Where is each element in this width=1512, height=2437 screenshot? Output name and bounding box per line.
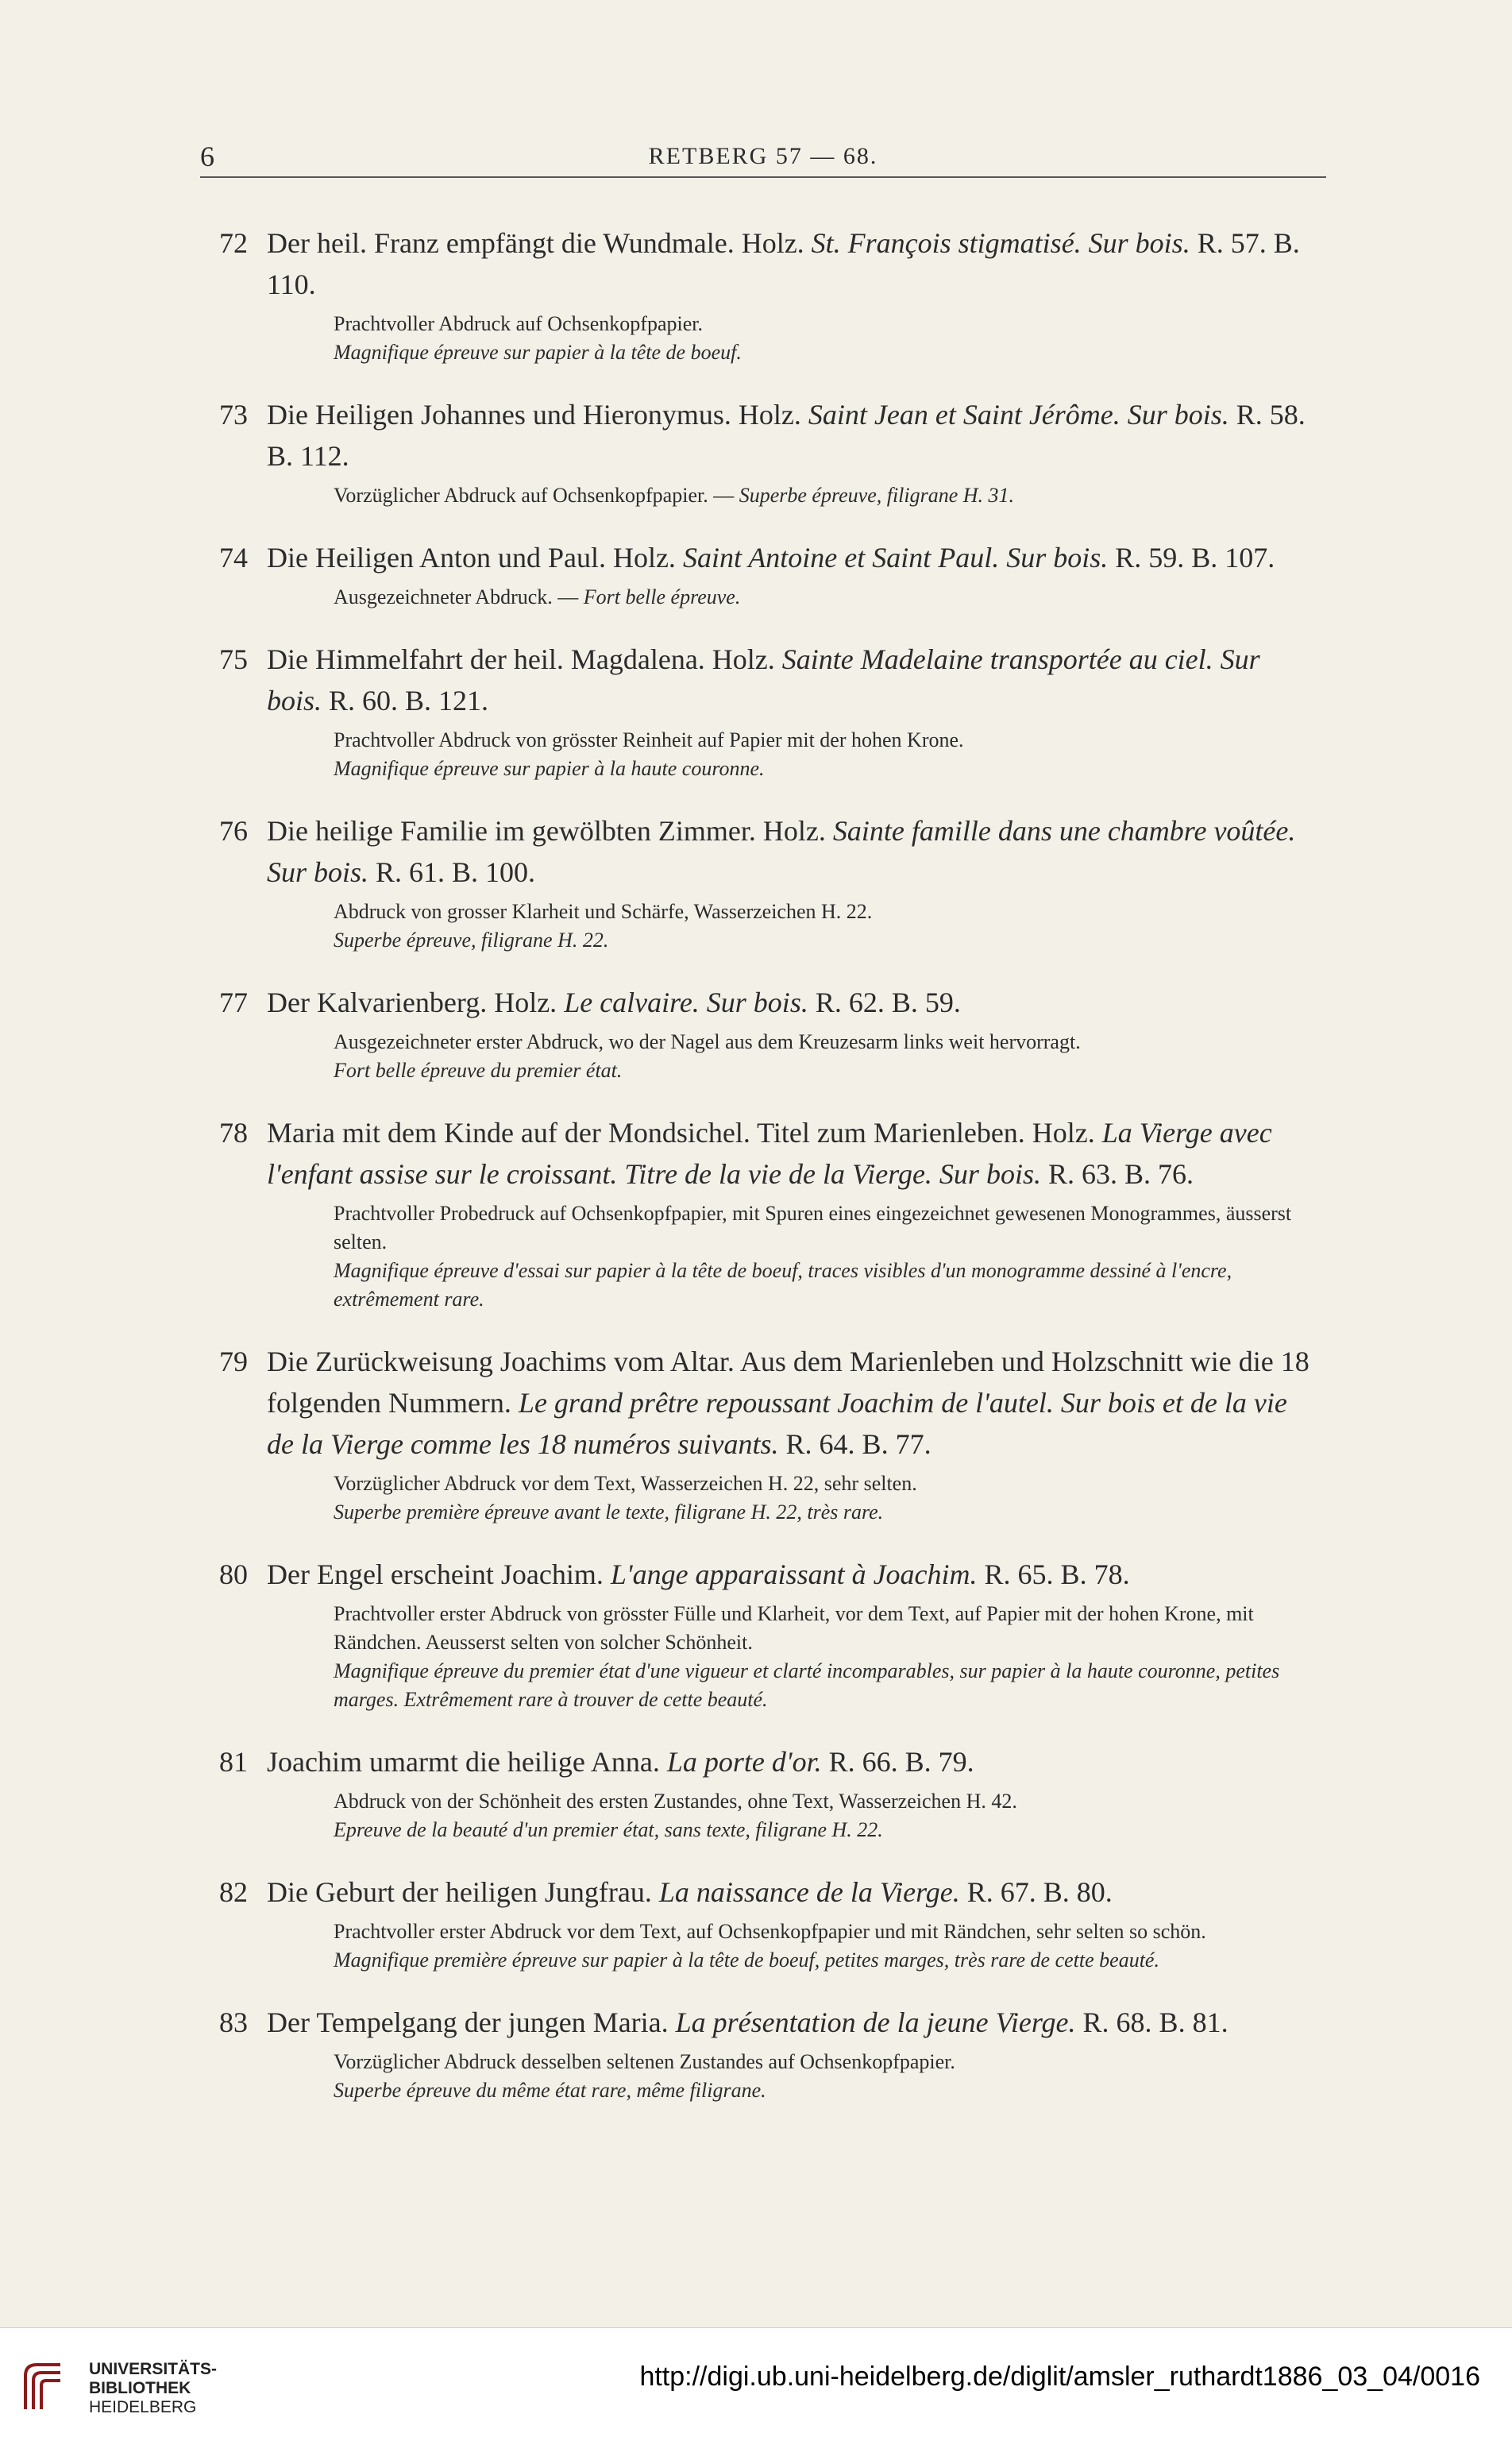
title-german: Der Kalvarienberg. Holz. xyxy=(267,987,557,1018)
entry-number: 74 xyxy=(219,542,248,574)
catalog-entry xyxy=(0,1871,1512,1975)
title-french: La Vierge avec l'enfant assise sur le croissant. Titre de la vie de la Vierge. Sur bois. xyxy=(267,1117,1272,1190)
reference: R. 58. B. 112. xyxy=(267,399,1306,472)
entry-number: 83 xyxy=(219,2006,248,2038)
title-german: Die Heiligen Johannes und Hieronymus. Holz. xyxy=(267,399,801,431)
title-french: Sainte famille dans une chambre voûtée. Sur bois. xyxy=(267,815,1296,888)
reference: R. 67. B. 80. xyxy=(966,1876,1113,1908)
title-german: Maria mit dem Kinde auf der Mondsichel. Titel zum Marienleben. Holz. xyxy=(267,1117,1095,1149)
digitization-footer xyxy=(0,2327,1512,2437)
title-french: Saint Antoine et Saint Paul. Sur bois. xyxy=(682,542,1109,574)
entry-title xyxy=(267,982,1320,1023)
catalog-entry xyxy=(0,2002,1512,2105)
entry-title xyxy=(267,2002,1320,2043)
catalog-entry xyxy=(0,982,1512,1085)
description-german: Vorzüglicher Abdruck vor dem Text, Wasserzeichen H. 22, sehr selten. xyxy=(334,1472,917,1495)
title-german: Der heil. Franz empfängt die Wundmale. Holz. xyxy=(267,227,804,259)
entry-number: 81 xyxy=(219,1746,248,1778)
description-french: Magnifique épreuve sur papier à la haute couronne. xyxy=(334,757,765,780)
description-german xyxy=(334,481,1320,510)
title-german: Die Himmelfahrt der heil. Magdalena. Holz. xyxy=(267,643,775,675)
description-german: Prachtvoller Probedruck auf Ochsenkopfpapier, mit Spuren eines eingezeichnet gewesenen Monogrammes, äusserst selten. xyxy=(334,1202,1292,1253)
reference: R. 64. B. 77. xyxy=(785,1428,932,1460)
catalog-entry xyxy=(0,1554,1512,1714)
description-german: Prachtvoller erster Abdruck von grösster Fülle und Klarheit, vor dem Text, auf Papier mit der hohen Krone, mit Rändchen. Aeusserst selten von solcher Schönheit. xyxy=(334,1602,1254,1654)
page-header xyxy=(200,137,1326,178)
description-german-text: Ausgezeichneter Abdruck. — xyxy=(334,585,579,608)
description-french: Superbe première épreuve avant le texte, filigrane H. 22, très rare. xyxy=(334,1500,884,1524)
entry-title xyxy=(267,639,1320,721)
description-french: Fort belle épreuve du premier état. xyxy=(334,1059,623,1082)
title-german: Der Engel erscheint Joachim. xyxy=(267,1558,604,1590)
entry-number: 79 xyxy=(219,1346,248,1377)
description-french-inline: Fort belle épreuve. xyxy=(583,585,741,608)
description-french: Superbe épreuve du même état rare, même filigrane. xyxy=(334,2079,766,2102)
description-french-inline: Superbe épreuve, filigrane H. 31. xyxy=(739,484,1015,507)
description-german xyxy=(334,583,1320,612)
reference: R. 66. B. 79. xyxy=(828,1746,974,1778)
entry-title xyxy=(267,1341,1320,1465)
title-french: La présentation de la jeune Vierge. xyxy=(675,2006,1076,2038)
entry-title xyxy=(267,394,1320,477)
catalog-entry xyxy=(0,810,1512,955)
reference: R. 62. B. 59. xyxy=(815,987,961,1018)
entry-title xyxy=(267,1871,1320,1913)
title-french: Saint Jean et Saint Jérôme. Sur bois. xyxy=(808,399,1229,431)
description-french: Magnifique épreuve sur papier à la tête de boeuf. xyxy=(334,341,742,364)
description-french: Magnifique épreuve d'essai sur papier à la tête de boeuf, traces visibles d'un monogramme dessiné à l'encre, extrêmement rare. xyxy=(334,1259,1232,1311)
description-german: Vorzüglicher Abdruck desselben seltenen Zustandes auf Ochsenkopfpapier. xyxy=(334,2050,955,2073)
entry-number: 72 xyxy=(219,227,248,259)
description-german: Abdruck von der Schönheit des ersten Zustandes, ohne Text, Wasserzeichen H. 42. xyxy=(334,1790,1017,1813)
library-name-line3: HEIDELBERG xyxy=(89,2398,197,2416)
title-french: Le grand prêtre repoussant Joachim de l'autel. Sur bois et de la vie de la Vierge comme les 18 numéros suivants. xyxy=(267,1387,1287,1460)
description-german: Prachtvoller Abdruck auf Ochsenkopfpapier. xyxy=(334,312,703,335)
title-german: Der Tempelgang der jungen Maria. xyxy=(267,2006,669,2038)
reference: R. 59. B. 107. xyxy=(1115,542,1275,574)
catalog-entry xyxy=(0,1341,1512,1527)
entry-number: 75 xyxy=(219,643,248,675)
catalog-entry xyxy=(0,1112,1512,1314)
catalog-entry xyxy=(0,537,1512,612)
description-french: Magnifique épreuve du premier état d'une vigueur et clarté incomparables, sur papier à la haute couronne, petites marges. Extrêmement rare à trouver de cette beauté. xyxy=(334,1659,1280,1711)
description-french: Superbe épreuve, filigrane H. 22. xyxy=(334,929,609,952)
description-french: Epreuve de la beauté d'un premier état, sans texte, filigrane H. 22. xyxy=(334,1818,883,1841)
source-url[interactable]: http://digi.ub.uni-heidelberg.de/diglit/amsler_ruthardt1886_03_04/0016 xyxy=(639,2362,1480,2392)
library-logo-icon xyxy=(17,2358,68,2412)
catalog-entry xyxy=(0,394,1512,510)
entry-title xyxy=(267,1554,1320,1595)
library-name-line2: BIBLIOTHEK xyxy=(89,2379,191,2397)
entry-number: 78 xyxy=(219,1117,248,1149)
catalog-entry xyxy=(0,222,1512,367)
description-german: Prachtvoller erster Abdruck vor dem Text, auf Ochsenkopfpapier und mit Rändchen, sehr selten so schön. xyxy=(334,1920,1206,1943)
catalog-entry xyxy=(0,1741,1512,1844)
entry-title xyxy=(267,1112,1320,1195)
reference: R. 60. B. 121. xyxy=(329,685,489,716)
title-french: L'ange apparaissant à Joachim. xyxy=(610,1558,978,1590)
title-french: Le calvaire. Sur bois. xyxy=(564,987,808,1018)
reference: R. 63. B. 76. xyxy=(1047,1158,1194,1190)
entry-title xyxy=(267,1741,1320,1782)
entry-number: 80 xyxy=(219,1558,248,1590)
entry-title xyxy=(267,537,1320,578)
title-german: Die Geburt der heiligen Jungfrau. xyxy=(267,1876,652,1908)
entry-title xyxy=(267,222,1320,305)
page-number: 6 xyxy=(200,141,214,172)
entry-title xyxy=(267,810,1320,893)
entry-number: 82 xyxy=(219,1876,248,1908)
title-french: St. François stigmatisé. Sur bois. xyxy=(811,227,1190,259)
title-german: Die Heiligen Anton und Paul. Holz. xyxy=(267,542,676,574)
reference: R. 65. B. 78. xyxy=(984,1558,1130,1590)
title-french: La porte d'or. xyxy=(666,1746,822,1778)
entry-list xyxy=(0,222,1512,2132)
description-german: Abdruck von grosser Klarheit und Schärfe, Wasserzeichen H. 22. xyxy=(334,900,873,923)
title-french: Sainte Madelaine transportée au ciel. Sur bois. xyxy=(267,643,1260,716)
entry-number: 73 xyxy=(219,399,248,431)
title-french: La naissance de la Vierge. xyxy=(658,1876,960,1908)
reference: R. 57. B. 110. xyxy=(267,227,1300,300)
title-german: Die heilige Familie im gewölbten Zimmer. Holz. xyxy=(267,815,826,847)
running-title: RETBERG 57 — 68. xyxy=(648,143,878,169)
description-german: Ausgezeichneter erster Abdruck, wo der Nagel aus dem Kreuzesarm links weit hervorragt. xyxy=(334,1030,1081,1053)
title-german: Die Zurückweisung Joachims vom Altar. Aus dem Marienleben und Holzschnitt wie die 18 folgenden Nummern. xyxy=(267,1346,1310,1419)
entry-number: 77 xyxy=(219,987,248,1018)
description-german: Prachtvoller Abdruck von grösster Reinheit auf Papier mit der hohen Krone. xyxy=(334,728,964,751)
description-french: Magnifique première épreuve sur papier à la tête de boeuf, petites marges, très rare de cette beauté. xyxy=(334,1948,1159,1972)
entry-number: 76 xyxy=(219,815,248,847)
catalog-entry xyxy=(0,639,1512,783)
library-name xyxy=(89,2360,217,2417)
library-name-line1: UNIVERSITÄTS- xyxy=(89,2360,218,2378)
reference: R. 68. B. 81. xyxy=(1082,2006,1228,2038)
description-german-text: Vorzüglicher Abdruck auf Ochsenkopfpapier. — xyxy=(334,484,735,507)
reference: R. 61. B. 100. xyxy=(376,856,536,888)
title-german: Joachim umarmt die heilige Anna. xyxy=(267,1746,660,1778)
